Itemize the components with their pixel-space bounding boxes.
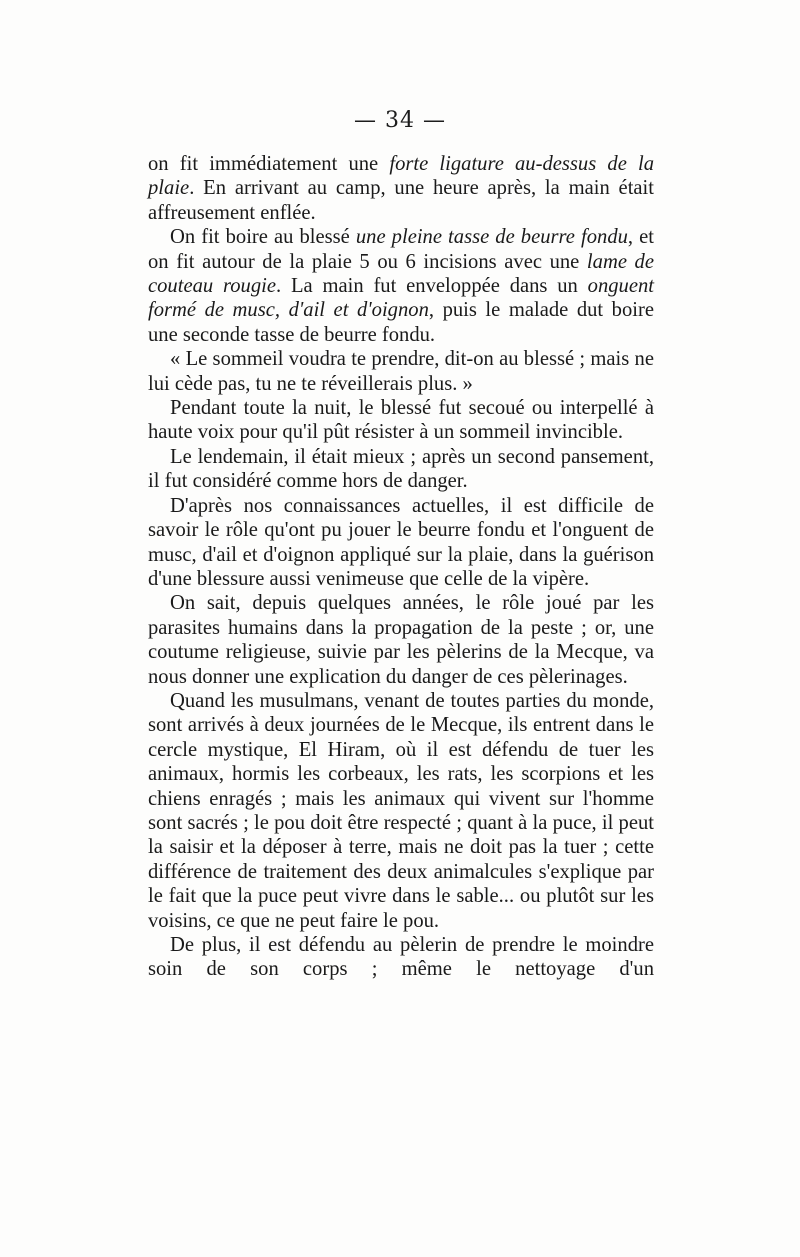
paragraph [148,152,654,225]
text-run: , puis le malade dut boire une seconde tasse de beurre fondu. [148,299,654,346]
paragraph [148,225,654,347]
text-run: . La main fut enveloppée dans un [276,275,588,298]
text-run: « Le sommeil voudra te prendre, dit-on au blessé ; mais ne lui cède pas, tu ne te réveillerais plus. » [148,348,654,395]
page-number: — 34 — [354,108,446,133]
text-run: On fit boire au blessé [170,226,356,249]
text-run: On sait, depuis quelques années, le rôle joué par les parasites humains dans la propagation de la peste ; or, une coutume religieuse, suivie par les pèlerins de la Mecque, va nous donner une explication du danger de ces pèlerinages. [148,592,654,688]
paragraph [148,494,654,592]
text-run: Le lendemain, il était mieux ; après un second pansement, il fut considéré comme hors de danger. [148,445,654,493]
paragraph [148,933,654,982]
text-run: . En arrivant au camp, une heure après, la main était affreusement enflée. [148,177,654,224]
paragraph [148,591,654,689]
paragraph [148,445,654,494]
text-run: D'après nos connaissances actuelles, il est difficile de savoir le rôle qu'ont pu jouer le beurre fondu et l'onguent de musc, d'ail et d'oignon appliqué sur la plaie, dans la guérison d'une blessure aussi venimeuse que celle de la vipère. [148,494,654,590]
paragraph [148,347,654,396]
text-run: De plus, il est défendu au pèlerin de prendre le moindre soin de son corps ; même le nettoyage d'un [148,934,654,981]
text-run: on fit immédiatement une [148,153,390,175]
italic-text: onguent formé de musc, d'ail et d'oignon [148,275,654,322]
italic-text: lame de couteau rougie [148,250,654,298]
paragraph [148,396,654,445]
paragraph [148,689,654,933]
text-run: Quand les musulmans, venant de toutes parties du monde, sont arrivés à deux journées de le Mecque, ils entrent dans le cercle mystique, El Hiram, où il est défendu de tuer les animaux, hormis les corbeaux, les rats, les scorpions et les chiens enragés ; mais les animaux qui vivent sur l'homme sont sacrés ; le pou doit être respecté ; quant à la puce, il peut la saisir et la déposer à terre, mais ne doit pas la tuer ; cette différence de traitement des deux animalcules s'explique par le fait que la puce peut vivre dans le sable... ou plutôt sur les voisins, ce que ne peut faire le pou. [148,689,654,932]
text-run: , et on fit autour de la plaie 5 ou 6 incisions avec une [148,226,654,273]
italic-text: une pleine tasse de beurre fondu [355,226,628,249]
italic-text: forte ligature au-dessus de la plaie [148,153,655,200]
body-text [148,152,654,982]
text-run: Pendant toute la nuit, le blessé fut secoué ou interpellé à haute voix pour qu'il pût résister à un sommeil invincible. [148,397,654,444]
